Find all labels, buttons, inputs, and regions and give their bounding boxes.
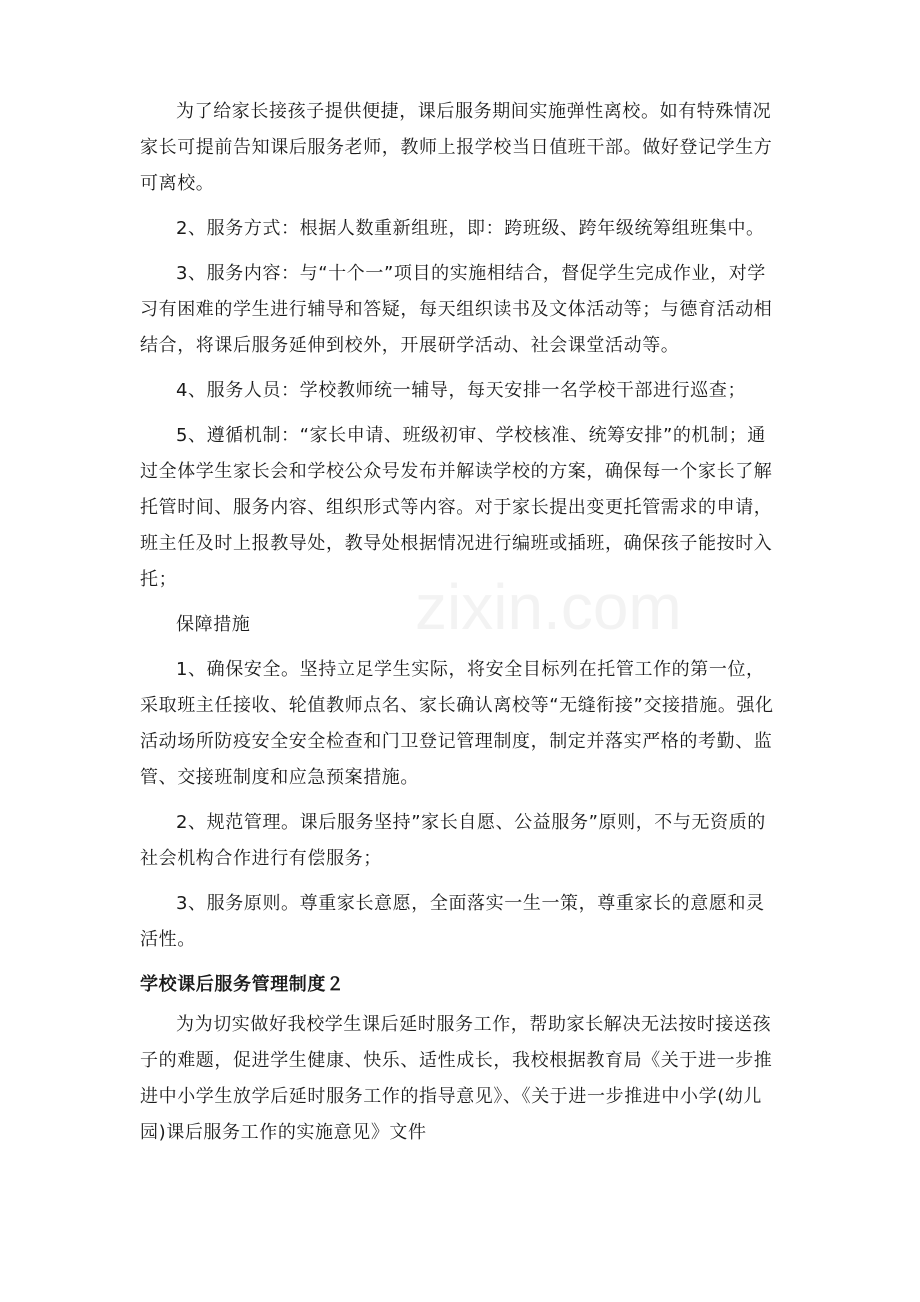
- document-body: [140, 94, 780, 1151]
- watermark: zixin.com: [415, 571, 682, 643]
- paragraph-mechanism: 5、遵循机制：“家长申请、班级初审、学校核准、统筹安排”的机制；通过全体学生家长会和学校公众号发布并解读学校的方案，确保每一个家长了解托管时间、服务内容、组织形式等内容。对于家长提出变更托管需求的申请，班主任及时上报教导处，教导处根据情况进行编班或插班，确保孩子能按时入托；: [140, 425, 773, 590]
- paragraph-flexible-dismissal: 为了给家长接孩子提供便捷，课后服务期间实施弹性离校。如有特殊情况家长可提前告知课后服务老师，教师上报学校当日值班干部。做好登记学生方可离校。: [140, 101, 773, 194]
- paragraph-ensure-safety: 1、确保安全。坚持立足学生实际，将安全目标列在托管工作的第一位，采取班主任接收、轮值教师点名、家长确认离校等“无缝衔接”交接措施。强化活动场所防疫安全安全检查和门卫登记管理制度，制定并落实严格的考勤、监管、交接班制度和应急预案措施。: [140, 659, 774, 788]
- paragraph-service-staff: 4、服务人员：学校教师统一辅导，每天安排一名学校干部进行巡查；: [176, 380, 747, 401]
- paragraph-intro: 为为切实做好我校学生课后延时服务工作，帮助家长解决无法按时接送孩子的难题，促进学生健康、快乐、适性成长，我校根据教育局《关于进一步推进中小学生放学后延时服务工作的指导意见》、《关于进一步推进中小学(幼儿园)课后服务工作的实施意见》文件: [140, 1014, 773, 1143]
- section-heading: 学校课后服务管理制度２: [140, 974, 345, 995]
- paragraph-service-method: 2、服务方式：根据人数重新组班，即：跨班级、跨年级统筹组班集中。: [176, 218, 765, 239]
- paragraph-service-content: 3、服务内容：与“十个一”项目的实施相结合，督促学生完成作业，对学习有困难的学生进行辅导和答疑，每天组织读书及文体活动等；与德育活动相结合，将课后服务延伸到校外，开展研学活动、社会课堂活动等。: [140, 263, 773, 356]
- paragraph-standard-management: 2、规范管理。课后服务坚持”家长自愿、公益服务”原则，不与无资质的社会机构合作进行有偿服务；: [140, 812, 766, 869]
- paragraph-service-principle: 3、服务原则。尊重家长意愿，全面落实一生一策，尊重家长的意愿和灵活性。: [140, 893, 765, 950]
- paragraph-safeguard-title: 保障措施: [176, 614, 251, 635]
